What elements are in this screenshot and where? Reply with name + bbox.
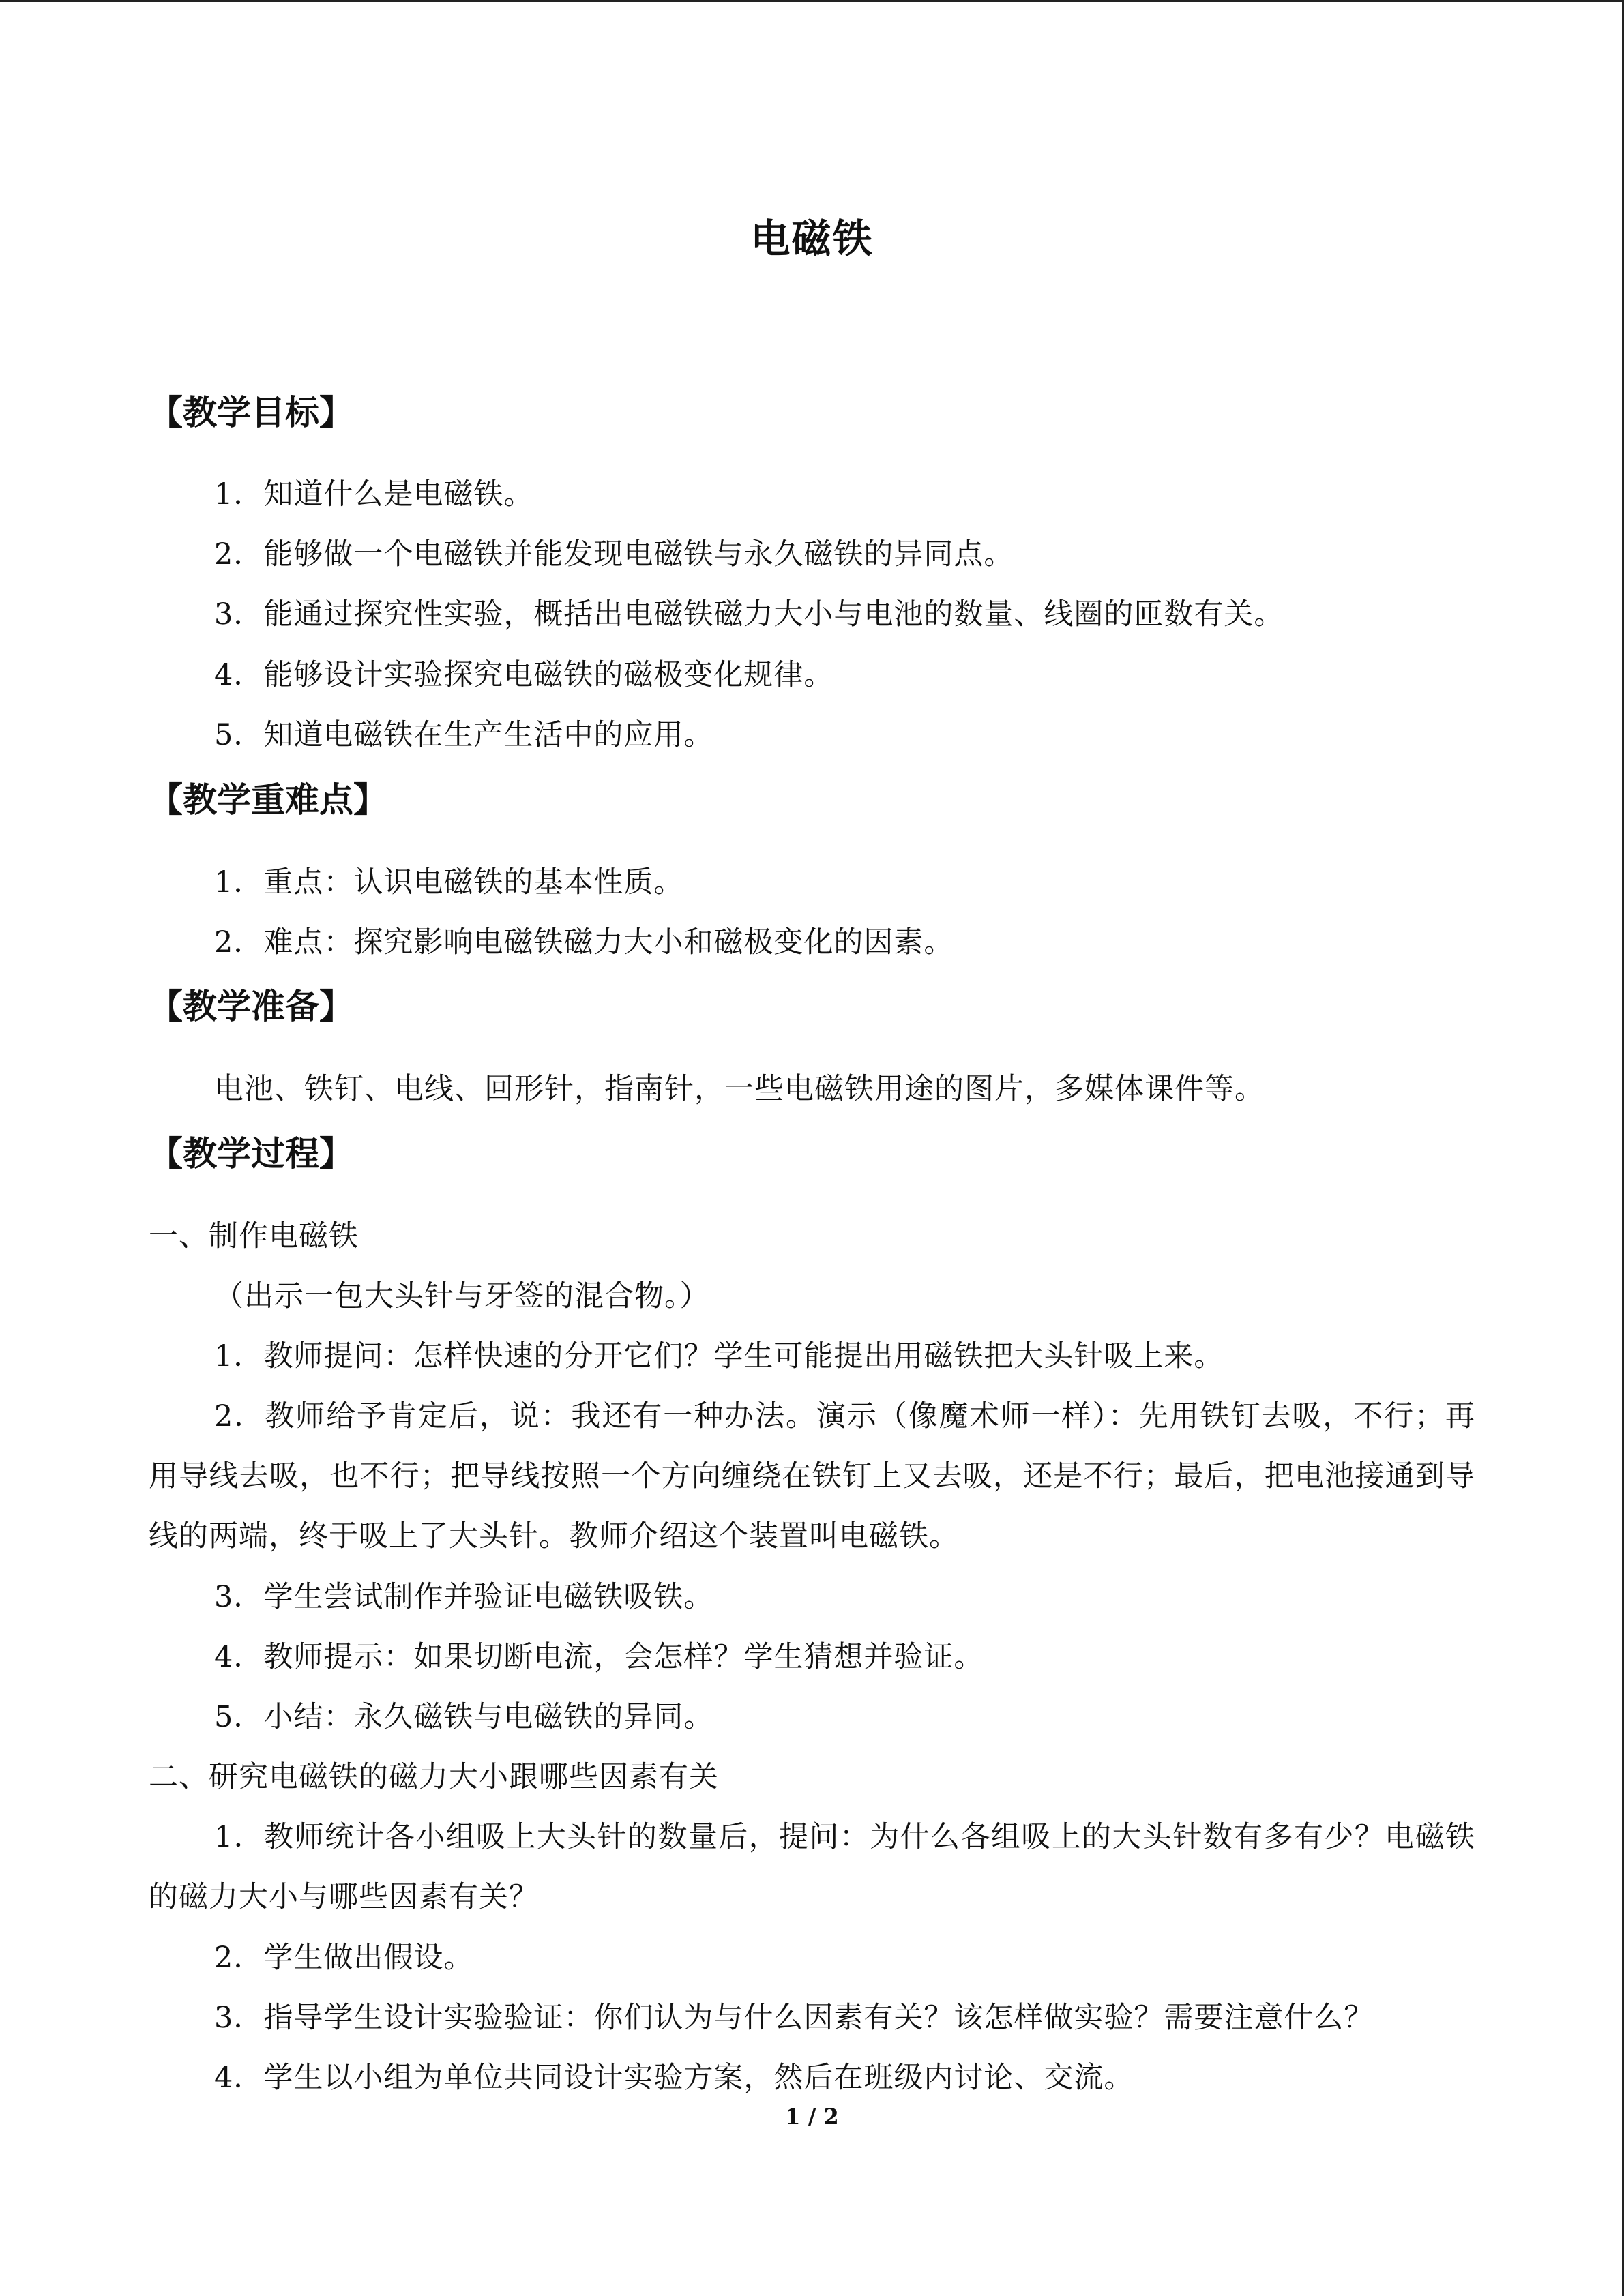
key-point-item: 1．重点：认识电磁铁的基本性质。	[214, 865, 684, 899]
process-part1-step: 3．学生尝试制作并验证电磁铁吸铁。	[214, 1580, 714, 1614]
objective-item: 3．能通过探究性实验，概括出电磁铁磁力大小与电池的数量、线圈的匝数有关。	[214, 597, 1284, 631]
process-part2-step-paragraph: 1．教师统计各小组吸上大头针的数量后，提问：为什么各组吸上的大头针数有多有少？电磁铁的磁力大小与哪些因素有关？	[149, 1820, 1475, 1914]
objective-item: 1．知道什么是电磁铁。	[214, 477, 534, 511]
process-part1-step-paragraph: 2．教师给予肯定后，说：我还有一种办法。演示（像魔术师一样）：先用铁钉去吸，不行；再用导线去吸，也不行；把导线按照一个方向缠绕在铁钉上又去吸，还是不行；最后，把电池接通到导线的两端，终于吸上了大头针。教师介绍这个装置叫电磁铁。	[149, 1399, 1475, 1553]
key-point-item: 2．难点：探究影响电磁铁磁力大小和磁极变化的因素。	[214, 925, 954, 959]
document-title: 电磁铁	[750, 215, 874, 262]
heading-key-points: 【教学重难点】	[149, 780, 387, 820]
document-page	[149, 0, 1475, 2296]
heading-process: 【教学过程】	[149, 1134, 353, 1174]
heading-preparation: 【教学准备】	[149, 987, 353, 1026]
process-part1-note: （出示一包大头针与牙签的混合物。）	[214, 1279, 710, 1313]
process-part1-step: 1．教师提问：怎样快速的分开它们？学生可能提出用磁铁把大头针吸上来。	[214, 1339, 1224, 1373]
process-part2-step: 2．学生做出假设。	[214, 1941, 474, 1975]
process-part1-title: 一、制作电磁铁	[149, 1219, 359, 1253]
objective-item: 4．能够设计实验探究电磁铁的磁极变化规律。	[214, 658, 834, 692]
objective-item: 2．能够做一个电磁铁并能发现电磁铁与永久磁铁的异同点。	[214, 537, 1014, 571]
process-part1-step: 4．教师提示：如果切断电流，会怎样？学生猜想并验证。	[214, 1640, 984, 1674]
heading-objectives: 【教学目标】	[149, 393, 353, 432]
objective-item: 5．知道电磁铁在生产生活中的应用。	[214, 718, 714, 752]
process-part2-title: 二、研究电磁铁的磁力大小跟哪些因素有关	[149, 1760, 719, 1794]
page-number: 1 / 2	[785, 2104, 839, 2130]
process-part1-step: 5．小结：永久磁铁与电磁铁的异同。	[214, 1700, 714, 1734]
process-part2-step: 3．指导学生设计实验验证：你们认为与什么因素有关？该怎样做实验？需要注意什么？	[214, 2001, 1374, 2035]
preparation-text: 电池、铁钉、电线、回形针，指南针，一些电磁铁用途的图片，多媒体课件等。	[214, 1072, 1265, 1106]
process-part2-step: 4．学生以小组为单位共同设计实验方案，然后在班级内讨论、交流。	[214, 2061, 1134, 2095]
